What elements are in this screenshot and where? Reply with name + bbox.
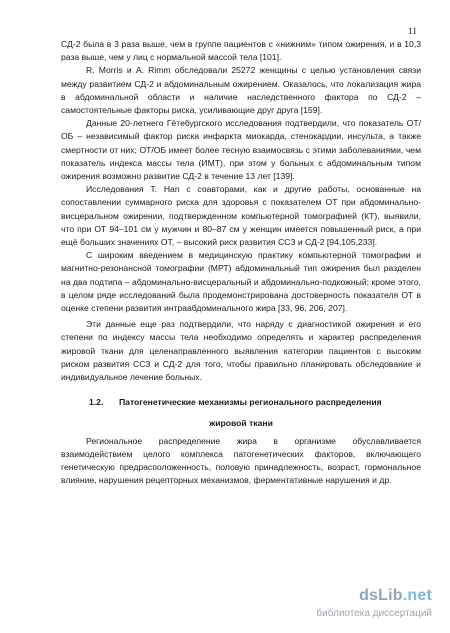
- section-title-line2: жировой ткани: [209, 418, 273, 429]
- dslib-logo: [359, 587, 432, 605]
- body-text: [61, 38, 421, 488]
- dslib-watermark[interactable]: [306, 587, 432, 625]
- paragraph-conclusion: Эти данные еще раз подтвердили, что наряду с диагностикой ожирения и его степени по индексу массы тела необходимо определять и характер распределения жировой ткани для целенаправленного выявления категории пациентов с высоким риском развития ССЗ и СД-2 для того, чтобы правильно планировать обследование и индивидуальное лечение больных.: [61, 319, 421, 383]
- paragraph-continuation: СД-2 была в 3 раза выше, чем в группе пациентов с «нижним» типом ожирения, и в 10,3 раза выше, чем у лиц с нормальной массой тела [101].: [61, 39, 421, 63]
- dslib-logo-main: dsLib: [359, 587, 403, 604]
- dslib-logo-tld: .net: [402, 587, 432, 604]
- section-title-line1: Патогенетические механизмы регионального распределения: [119, 397, 382, 408]
- section-number: 1.2.: [89, 397, 104, 408]
- paragraph-ct-mri: С широким введением в медицинскую практику компьютерной томографии и магнитно-резонансной томографии (МРТ) абдоминальный тип ожирения был разделен на два подтипа – абдоминально-висцеральный и абдоминально-подкожный; кроме этого, в целом ряде исследований была продемонстрирована достоверность показателя ОТ в оценке степени развития интраабдоминального жира [33, 96, 206, 207].: [61, 250, 421, 314]
- paragraph-han-study: Исследования T. Han с соавторами, как и другие работы, основанные на сопоставлении суммарного риска для здоровья с показателем ОТ при абдоминально-висцеральном ожирении, подтвержденном компьютерной томографией (КТ), выявили, что при ОТ 94–101 см у мужчин и 80–87 см у женщин имеется повышенный риск, а при ещё больших значениях ОТ, – высокий риск развития ССЗ и СД-2 [94,105,233].: [61, 184, 421, 248]
- paragraph-morris-rimm: R. Morris и A. Rimm обследовали 25272 женщины с целью установления связи между развитием СД-2 и абдоминальным ожирением. Оказалось, что локализация жира в абдоминальной области и наличие наследственного фактора по СД-2 – самостоятельные факторы риска, усиливающие друг друга [159].: [61, 65, 421, 116]
- paragraph-regional-distribution: Региональное распределение жира в организме обуславливается взаимодействием целого комплекса патогенетических факторов, включающего генетическую предрасположенность, половую принадлежность, возраст, гормональное влияние, нарушения рецепторных механизмов, ферментативные нарушения и др.: [61, 435, 421, 486]
- dslib-tagline: библиотека диссертаций: [316, 608, 432, 619]
- section-heading: [61, 396, 421, 409]
- paragraph-goteborg-study: Данные 20-летнего Гётебургского исследования подтвердили, что показатель ОТ/ОБ – независимый фактор риска инфаркта миокарда, стенокардии, инсульта, а также смертности от них; ОТ/ОБ имеет более тесную взаимосвязь с этими заболеваниями, чем показатель индекса массы тела (ИМТ), при этом у больных с абдоминальным типом ожирения возможно развитие СД-2 в течение 13 лет [139].: [61, 118, 421, 182]
- page-number: 11: [407, 27, 417, 37]
